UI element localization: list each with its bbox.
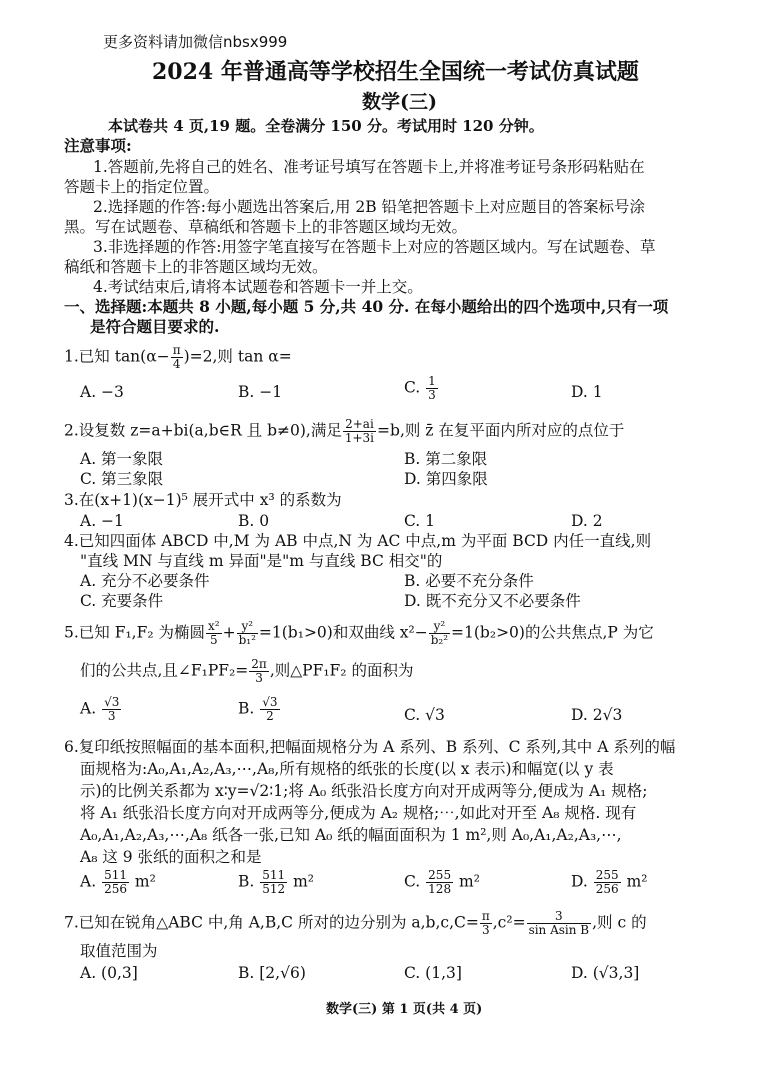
option-d: D. 2√3 (571, 706, 623, 724)
page-title: 2024 年普通高等学校招生全国统一考试仿真试题 (152, 59, 639, 85)
option-d: D. $\frac{255}{256}$ m² (571, 868, 648, 896)
header-note: 更多资料请加微信nbsx999 (103, 33, 288, 51)
question-6-cont: 示)的比例关系都为 x∶y=√2∶1;将 A₀ 纸张沿长度方向对开成两等分,便成为 A₁ 规格; (80, 782, 648, 800)
option-b: B. [2,√6) (238, 964, 306, 982)
option-c: C. √3 (404, 706, 445, 724)
option-a: A. −1 (80, 512, 124, 530)
option-b: B. $\frac{√3}{2}$ (238, 695, 278, 723)
option-a: A. $\frac{√3}{3}$ (80, 695, 120, 723)
option-c: C. $\frac{1}{3}$ (404, 374, 436, 402)
page-subtitle: 数学(三) (362, 91, 437, 113)
question-4-cont: "直线 MN 与直线 m 异面"是"m 与直线 BC 相交"的 (80, 552, 443, 570)
note-line: 3.非选择题的作答:用签字笔直接写在答题卡上对应的答题区域内。写在试题卷、草 (93, 238, 656, 256)
question-6-cont: 面规格为:A₀,A₁,A₂,A₃,⋯,A₈,所有规格的纸张的长度(以 x 表示)和幅宽(以 y 表 (80, 760, 614, 778)
option-a: A. 第一象限 (80, 450, 164, 468)
question-7: 7.已知在锐角△ABC 中,角 A,B,C 所对的边分别为 a,b,c,C= $\frac{\pi}{3}$ ,c²= $\frac{3}{\text{sin Asin B}}$ ,则 c 的 (64, 909, 647, 937)
option-c: C. 第三象限 (80, 470, 164, 488)
question-6: 6.复印纸按照幅面的基本面积,把幅面规格分为 A 系列、B 系列、C 系列,其中 A 系列的幅 (64, 738, 676, 756)
note-line: 1.答题前,先将自己的姓名、准考证号填写在答题卡上,并将准考证号条形码粘贴在 (93, 158, 645, 176)
question-5-cont: 们的公共点,且∠F₁PF₂= $\frac{2\pi}{3}$ ,则△PF₁F₂ 的面积为 (80, 657, 414, 685)
option-a: A. (0,3] (80, 964, 138, 982)
page-footer: 数学(三) 第 1 页(共 4 页) (326, 1002, 483, 1017)
option-c: C. $\frac{255}{128}$ m² (404, 868, 480, 896)
option-c: C. 充要条件 (80, 592, 164, 610)
option-b: B. 第二象限 (404, 450, 488, 468)
question-6-cont: 将 A₁ 纸张沿长度方向对开成两等分,便成为 A₂ 规格;⋯,如此对开至 A₈ 规格. 现有 (80, 804, 637, 822)
note-line: 2.选择题的作答:每小题选出答案后,用 2B 铅笔把答题卡上对应题目的答案标号涂 (93, 198, 646, 216)
question-6-cont: A₀,A₁,A₂,A₃,⋯,A₈ 纸各一张,已知 A₀ 纸的幅面面积为 1 m²,则 A₀,A₁,A₂,A₃,⋯, (80, 826, 622, 844)
section-heading-cont: 是符合题目要求的. (90, 317, 220, 336)
option-d: D. 2 (571, 512, 603, 530)
option-b: B. 0 (238, 512, 270, 530)
question-1: 1.已知 tan(α− $\frac{\pi}{4}$ )=2,则 tan α= (64, 343, 292, 371)
option-c: C. (1,3] (404, 964, 462, 982)
question-6-cont: A₈ 这 9 张纸的面积之和是 (80, 848, 262, 866)
option-d: D. 第四象限 (404, 470, 488, 488)
option-a: A. 充分不必要条件 (80, 572, 210, 590)
note-line: 答题卡上的指定位置。 (64, 178, 220, 196)
option-c: C. 1 (404, 512, 436, 530)
section-heading: 一、选择题:本题共 8 小题,每小题 5 分,共 40 分. 在每小题给出的四个选项中,只有一项 (64, 297, 669, 316)
option-a: A. −3 (80, 383, 124, 401)
note-line: 黑。写在试题卷、草稿纸和答题卡上的非答题区域均无效。 (64, 218, 468, 236)
notes-heading: 注意事项: (64, 136, 132, 155)
option-d: D. (√3,3] (571, 964, 640, 982)
option-a: A. $\frac{511}{256}$ m² (80, 868, 156, 896)
option-b: B. $\frac{511}{512}$ m² (238, 868, 314, 896)
exam-info: 本试卷共 4 页,19 题。全卷满分 150 分。考试用时 120 分钟。 (108, 117, 544, 135)
option-b: B. −1 (238, 383, 283, 401)
note-line: 稿纸和答题卡上的非答题区域均无效。 (64, 258, 328, 276)
option-d: D. 既不充分又不必要条件 (404, 592, 581, 610)
option-b: B. 必要不充分条件 (404, 572, 534, 590)
question-4: 4.已知四面体 ABCD 中,M 为 AB 中点,N 为 AC 中点,m 为平面 BCD 内任一直线,则 (64, 532, 652, 550)
option-d: D. 1 (571, 383, 603, 401)
question-3: 3.在(x+1)(x−1)⁵ 展开式中 x³ 的系数为 (64, 491, 342, 509)
question-5: 5.已知 F₁,F₂ 为椭圆 $\frac{\text{x²}}{5}$ + $\frac{\text{y²}}{\text{b₁²}}$ =1(b₁>0)和双曲线 x²− $\frac{\text{y²}}{\text{b₂²}}$ =1(b₂>0)的公共焦点,P 为它 (64, 619, 654, 647)
question-2: 2.设复数 z=a+bi(a,b∈R 且 b≠0),满足 $\frac{2+ai}{1+3i}$ =b,则 z̄ 在复平面内所对应的点位于 (64, 417, 625, 445)
note-line: 4.考试结束后,请将本试题卷和答题卡一并上交。 (93, 278, 423, 296)
question-7-cont: 取值范围为 (80, 942, 158, 960)
